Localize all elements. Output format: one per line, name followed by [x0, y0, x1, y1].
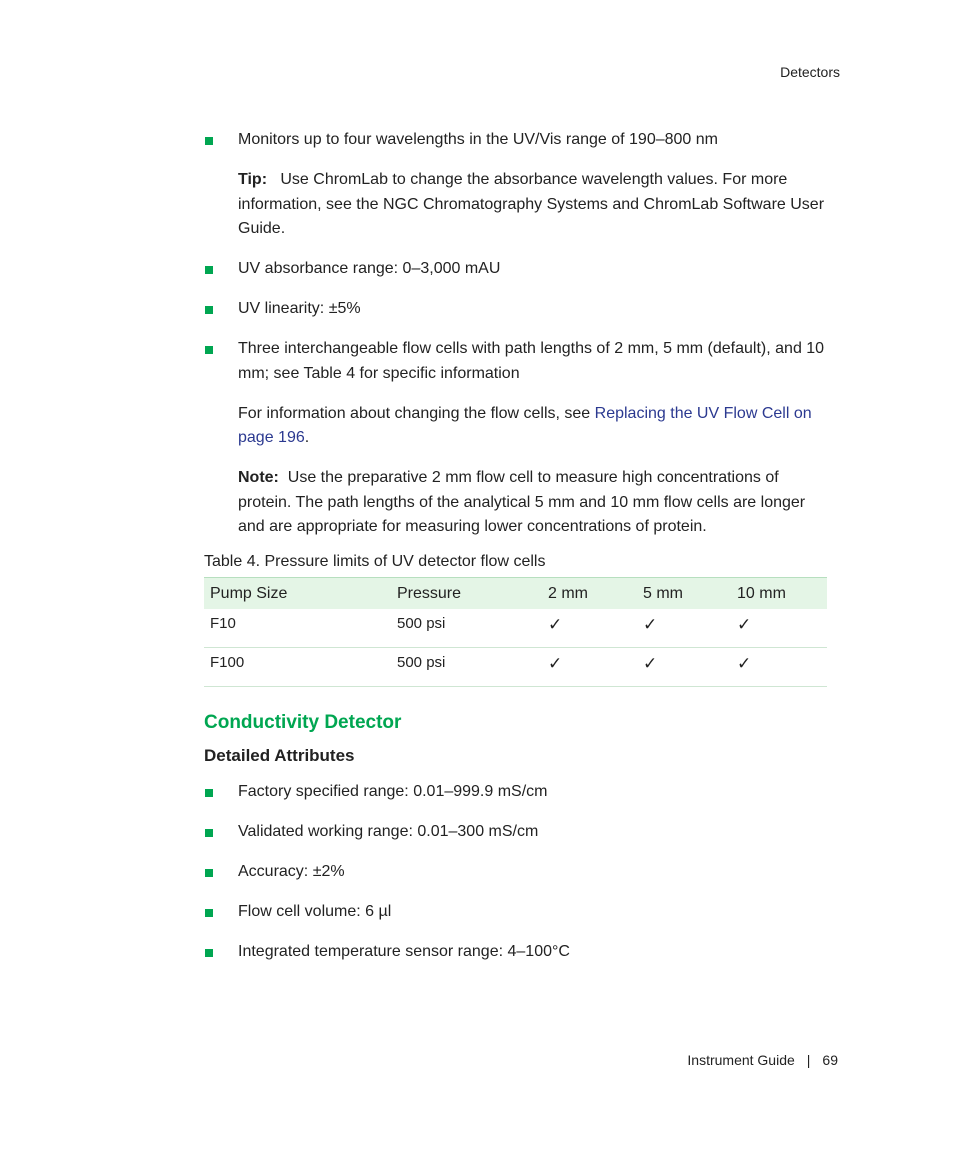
page-number: 69	[822, 1052, 838, 1068]
bullet-square-icon	[205, 306, 213, 314]
tip-block	[204, 168, 834, 242]
column-header: Pressure	[391, 578, 542, 610]
checkmark-icon: ✓	[637, 609, 731, 648]
list-item: Monitors up to four wavelengths in the UV/Vis range of 190–800 nm	[204, 128, 834, 153]
column-header: 10 mm	[731, 578, 827, 610]
tip-label: Tip:	[238, 171, 268, 188]
section-title: Conductivity Detector	[204, 712, 402, 733]
checkmark-icon: ✓	[731, 648, 827, 687]
bullet-square-icon	[205, 829, 213, 837]
list-item: Three interchangeable flow cells with path lengths of 2 mm, 5 mm (default), and 10 mm; see Table 4 for specific information	[204, 337, 834, 386]
running-header: Detectors	[780, 64, 840, 80]
list-item: UV linearity: ±5%	[204, 297, 834, 322]
note-block	[204, 466, 834, 540]
note-text: Use the preparative 2 mm flow cell to measure high concentrations of protein. The path lengths of the analytical 5 mm and 10 mm flow cells are longer and are appropriate for measuring lower concentrations of protein.	[238, 469, 806, 535]
bullet-square-icon	[205, 137, 213, 145]
pressure-limits-table	[204, 577, 827, 687]
list-item: Factory specified range: 0.01–999.9 mS/cm	[204, 780, 834, 805]
checkmark-icon: ✓	[542, 648, 637, 687]
table-cell: F100	[204, 648, 391, 687]
list-item: Accuracy: ±2%	[204, 860, 834, 885]
table-cell: F10	[204, 609, 391, 648]
bullet-square-icon	[205, 909, 213, 917]
subsection-title: Detailed Attributes	[204, 746, 355, 765]
checkmark-icon: ✓	[731, 609, 827, 648]
table-row	[204, 609, 827, 648]
bullet-square-icon	[205, 266, 213, 274]
table-cell: 500 psi	[391, 609, 542, 648]
bullet-square-icon	[205, 789, 213, 797]
column-header: Pump Size	[204, 578, 391, 610]
page-footer	[687, 1052, 838, 1068]
bullet-square-icon	[205, 869, 213, 877]
table-header-row	[204, 578, 827, 610]
guide-name: Instrument Guide	[687, 1052, 795, 1068]
column-header: 5 mm	[637, 578, 731, 610]
note-label: Note:	[238, 469, 279, 486]
table-cell: 500 psi	[391, 648, 542, 687]
list-item: Flow cell volume: 6 µl	[204, 900, 834, 925]
tip-text: Use ChromLab to change the absorbance wavelength values. For more information, see the NGC Chromatography Systems and ChromLab Software User Guide.	[238, 171, 825, 237]
flowcell-info: For information about changing the flow cells, see Replacing the UV Flow Cell on page 196.	[238, 404, 812, 446]
checkmark-icon: ✓	[542, 609, 637, 648]
table-caption: Table 4. Pressure limits of UV detector flow cells	[204, 553, 546, 570]
replacing-flow-cell-link[interactable]: Replacing the UV Flow Cell on page 196	[238, 404, 812, 446]
list-item: Integrated temperature sensor range: 4–100°C	[204, 940, 834, 965]
footer-separator: |	[806, 1052, 811, 1068]
page-content	[204, 128, 834, 980]
list-item: UV absorbance range: 0–3,000 mAU	[204, 257, 834, 282]
table-row	[204, 648, 827, 687]
bullet-square-icon	[205, 949, 213, 957]
bullet-square-icon	[205, 346, 213, 354]
list-item: Validated working range: 0.01–300 mS/cm	[204, 820, 834, 845]
checkmark-icon: ✓	[637, 648, 731, 687]
column-header: 2 mm	[542, 578, 637, 610]
